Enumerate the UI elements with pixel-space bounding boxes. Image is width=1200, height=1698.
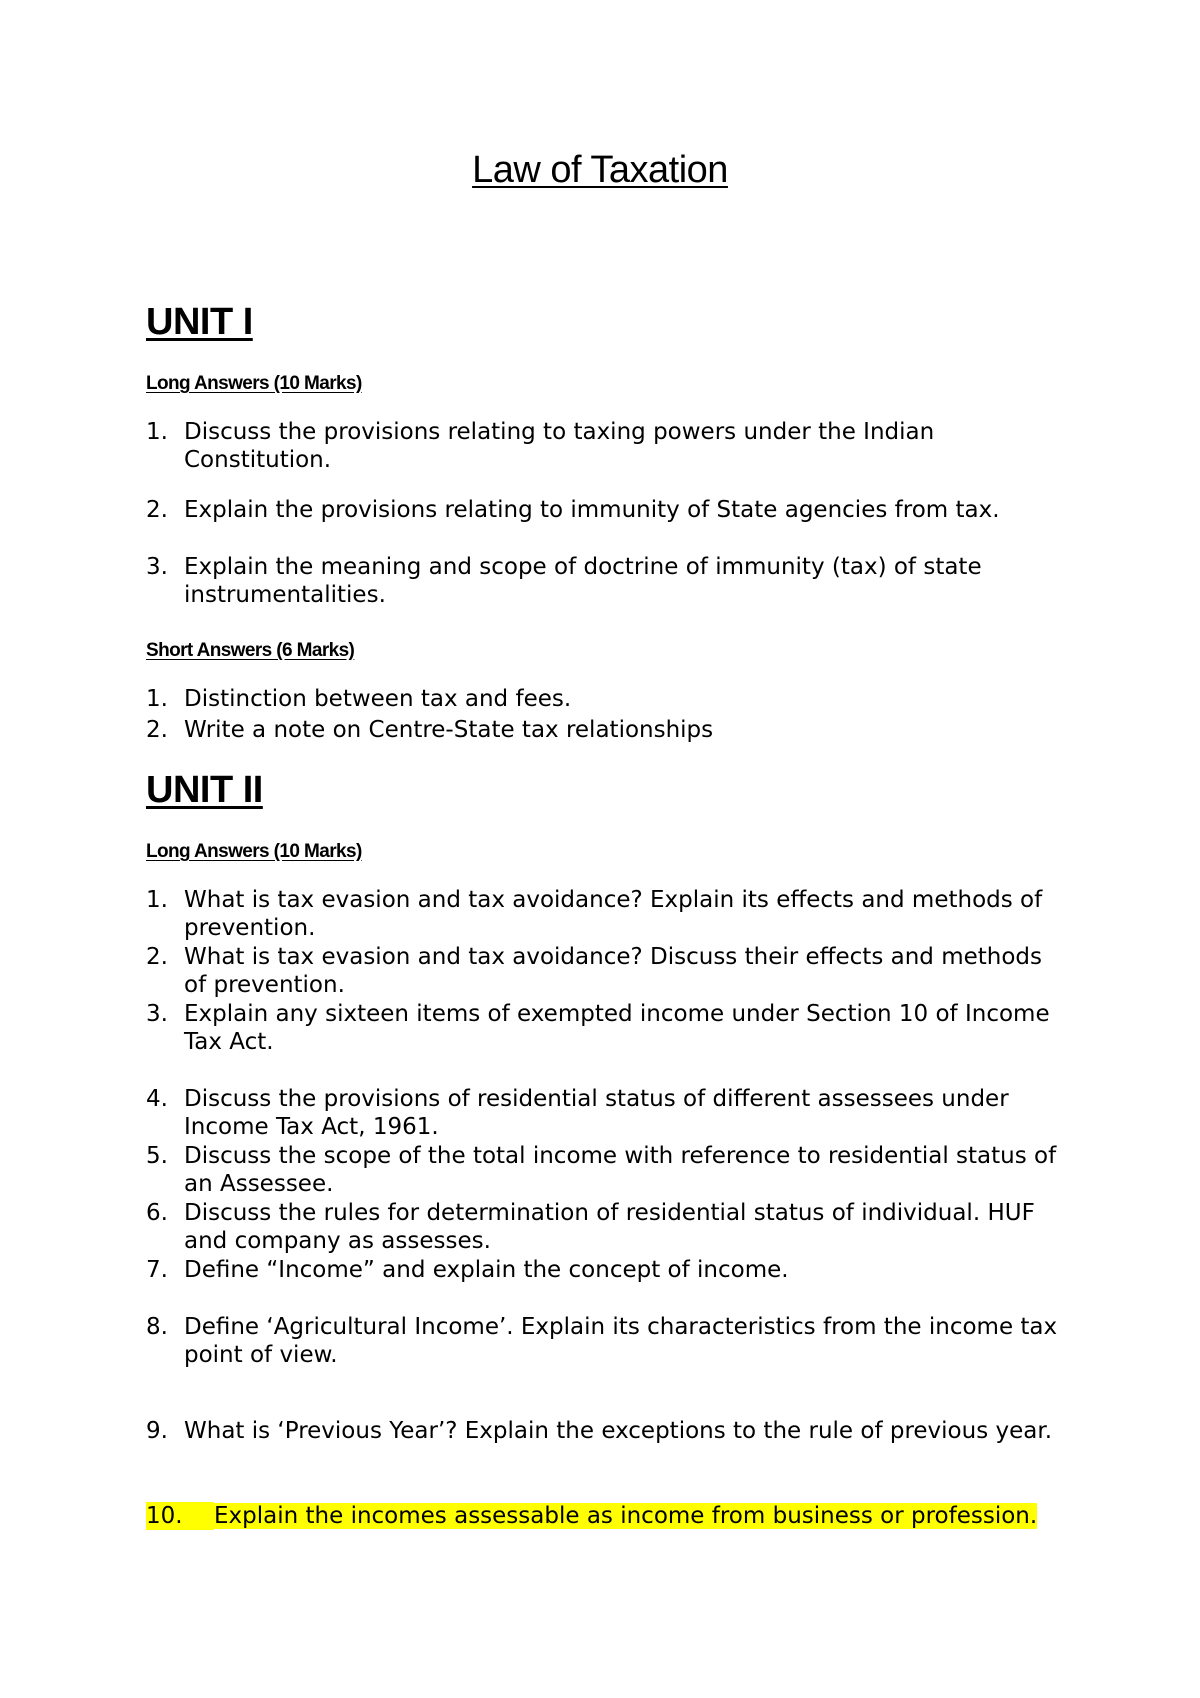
list-text: Explain the provisions relating to immunity of State agencies from tax. bbox=[184, 497, 1000, 523]
list-text: Explain any sixteen items of exempted income under Section 10 of Income Tax Act. bbox=[184, 1001, 1050, 1055]
list-number: 1. bbox=[146, 887, 168, 913]
list-number: 3. bbox=[146, 1001, 168, 1027]
list-number: 2. bbox=[146, 944, 168, 970]
list-text: What is tax evasion and tax avoidance? Discuss their effects and methods of prevention. bbox=[184, 944, 1042, 998]
unit-2-long-answers-heading: Long Answers (10 Marks) bbox=[146, 841, 362, 862]
list-text-highlighted bbox=[184, 1502, 1066, 1530]
unit-2-long-item-3 bbox=[146, 1000, 1066, 1056]
list-number: 8. bbox=[146, 1314, 168, 1340]
unit-2-long-item-1 bbox=[146, 886, 1066, 942]
document-title: Law of Taxation bbox=[472, 149, 728, 191]
unit-1-heading: UNIT I bbox=[146, 301, 253, 343]
list-number: 10. bbox=[146, 1502, 214, 1530]
unit-2-long-item-8 bbox=[146, 1313, 1066, 1369]
list-text: Define ‘Agricultural Income’. Explain its characteristics from the income tax point of view. bbox=[184, 1314, 1058, 1368]
unit-1-long-answers-heading: Long Answers (10 Marks) bbox=[146, 373, 362, 394]
list-text: Write a note on Centre-State tax relationships bbox=[184, 717, 714, 743]
list-number: 7. bbox=[146, 1257, 168, 1283]
list-text: Discuss the rules for determination of residential status of individual. HUF and company as assesses. bbox=[184, 1200, 1035, 1254]
unit-1-long-item-2 bbox=[146, 496, 1066, 524]
list-number: 5. bbox=[146, 1143, 168, 1169]
list-text: Discuss the provisions of residential status of different assessees under Income Tax Act, 1961. bbox=[184, 1086, 1009, 1140]
unit-2-long-item-4 bbox=[146, 1085, 1066, 1141]
list-text: Define “Income” and explain the concept of income. bbox=[184, 1257, 789, 1283]
highlighted-text: Explain the incomes assessable as income from business or profession. bbox=[214, 1503, 1038, 1529]
list-number: 1. bbox=[146, 686, 168, 712]
unit-1-short-item-2 bbox=[146, 716, 1066, 744]
list-number: 3. bbox=[146, 554, 168, 580]
unit-2-long-item-6 bbox=[146, 1199, 1066, 1255]
list-text: What is ‘Previous Year’? Explain the exceptions to the rule of previous year. bbox=[184, 1418, 1053, 1444]
list-text: Discuss the provisions relating to taxing powers under the Indian Constitution. bbox=[184, 419, 935, 473]
unit-2-long-item-7 bbox=[146, 1256, 1066, 1284]
list-number: 2. bbox=[146, 717, 168, 743]
list-number: 6. bbox=[146, 1200, 168, 1226]
list-number: 9. bbox=[146, 1418, 168, 1444]
unit-2-long-item-2 bbox=[146, 943, 1066, 999]
list-text: What is tax evasion and tax avoidance? Explain its effects and methods of prevention. bbox=[184, 887, 1043, 941]
list-number: 2. bbox=[146, 497, 168, 523]
list-text: Explain the meaning and scope of doctrine of immunity (tax) of state instrumentalities. bbox=[184, 554, 982, 608]
unit-1-long-item-3 bbox=[146, 553, 1066, 609]
unit-2-heading: UNIT II bbox=[146, 769, 263, 811]
unit-1-short-item-1 bbox=[146, 685, 1066, 713]
list-number: 1. bbox=[146, 419, 168, 445]
list-text: Distinction between tax and fees. bbox=[184, 686, 572, 712]
list-text: Discuss the scope of the total income with reference to residential status of an Assessee. bbox=[184, 1143, 1057, 1197]
list-number: 4. bbox=[146, 1086, 168, 1112]
unit-2-long-item-5 bbox=[146, 1142, 1066, 1198]
unit-2-long-item-10-highlighted bbox=[146, 1502, 1066, 1530]
unit-1-long-item-1 bbox=[146, 418, 1066, 474]
unit-1-short-answers-heading: Short Answers (6 Marks) bbox=[146, 640, 355, 661]
unit-2-long-item-9 bbox=[146, 1417, 1066, 1445]
